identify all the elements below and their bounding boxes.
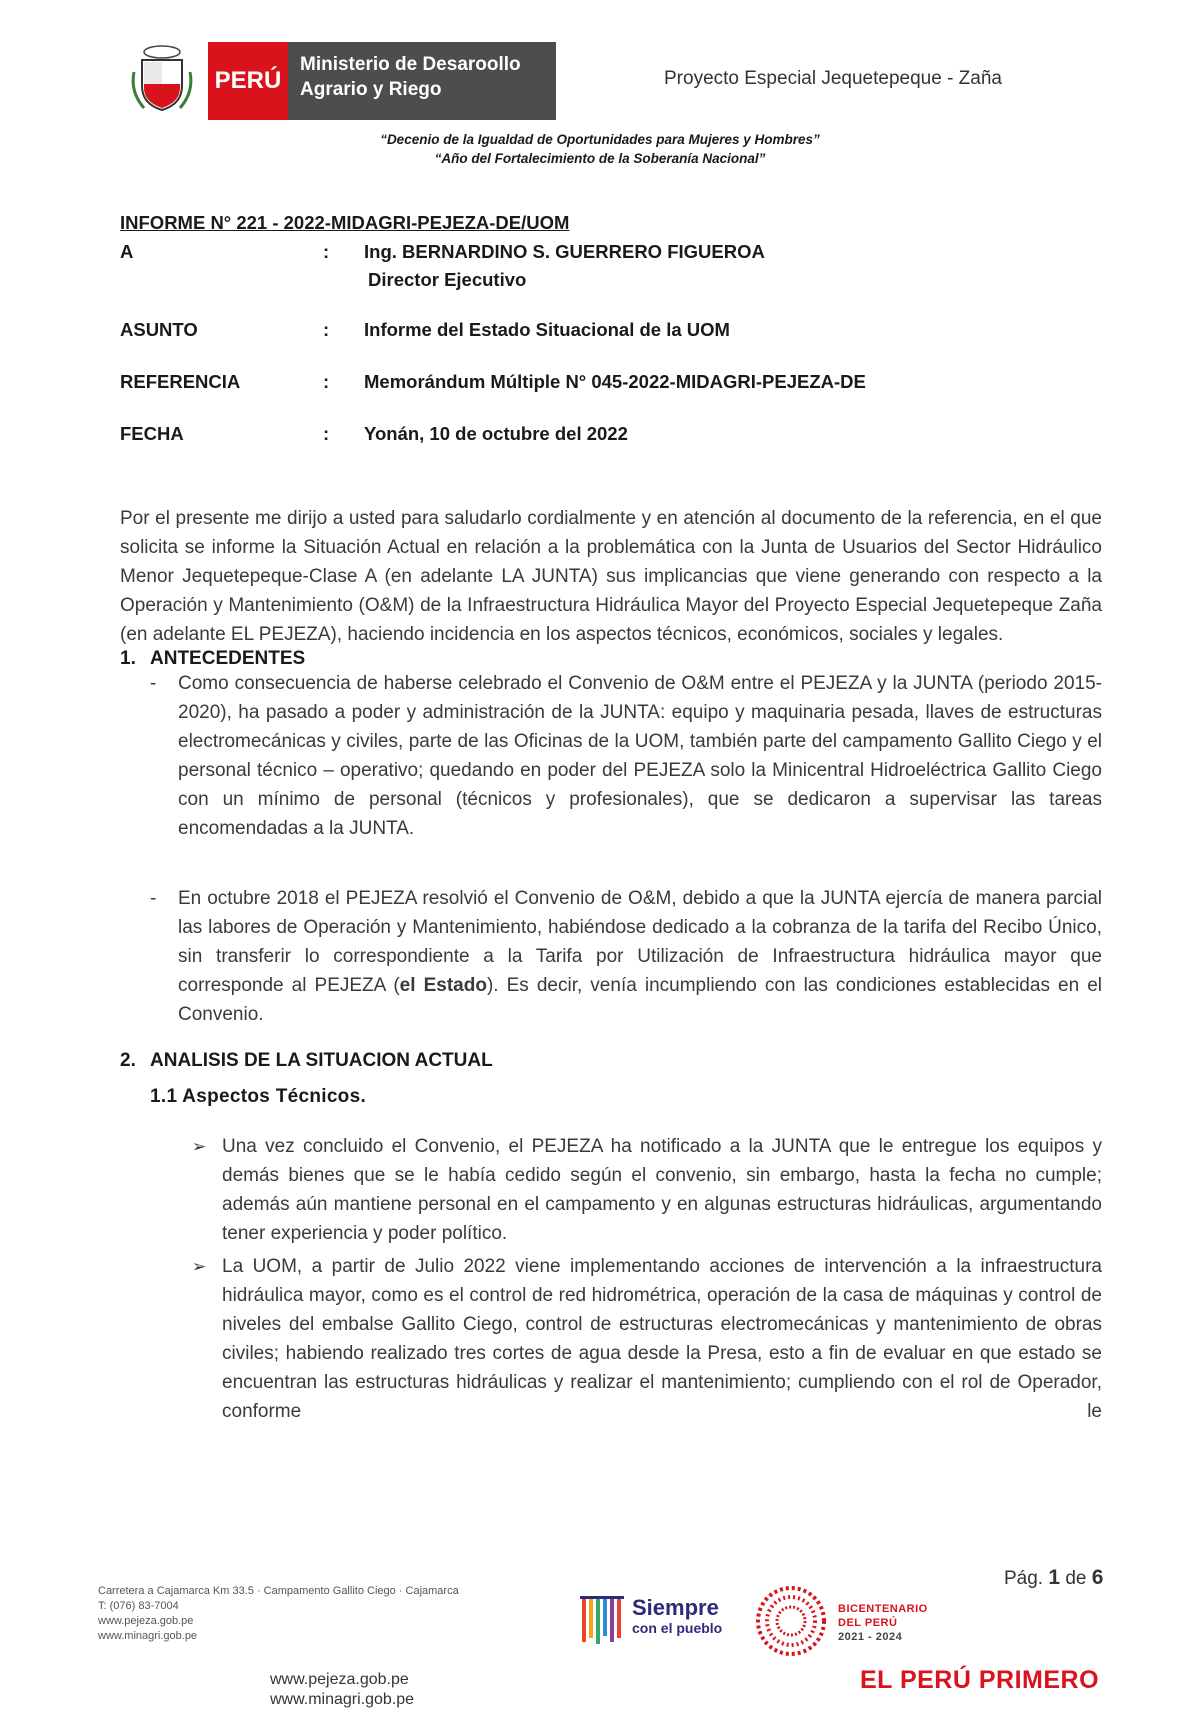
arrow-bullet-icon: ➢ [192, 1137, 207, 1156]
to-label: A [120, 241, 134, 262]
motto-year: “Año del Fortalecimiento de la Soberanía Nacional” [434, 151, 766, 166]
peru-logo [208, 42, 288, 120]
section-number: 1. [120, 648, 136, 669]
date-label: FECHA [120, 423, 184, 444]
list-item [192, 1132, 1102, 1248]
section-title: ANALISIS DE LA SITUACION ACTUAL [150, 1050, 493, 1071]
colon: : [323, 241, 330, 262]
list-item [192, 1252, 1102, 1426]
motto-decade: “Decenio de la Igualdad de Oportunidades para Mujeres y Hombres” [380, 132, 820, 147]
dash-bullet: - [150, 888, 157, 909]
section-heading-analisis [120, 1050, 1102, 1072]
section-number: 2. [120, 1050, 136, 1071]
reference-label: REFERENCIA [120, 371, 241, 392]
section-heading-antecedentes [120, 648, 1102, 670]
subject-value: Informe del Estado Situacional de la UOM [364, 319, 730, 340]
reference-value: Memorándum Múltiple N° 045-2022-MIDAGRI-PEJEZA-DE [364, 371, 866, 392]
coat-of-arms-icon [130, 44, 194, 118]
siempre-logo: Siempre con el pueblo [632, 1595, 723, 1636]
technical-bullet-1: Una vez concluido el Convenio, el PEJEZA ha notificado a la JUNTA que le entregue los equipos y demás bienes que se le había cedido según el convenio, sin embargo, hasta la fecha no cumple; además aún mantiene personal en el campamento y en algunas estructuras hidráulicas, argumentando tener experiencia y poder político. [222, 1136, 1102, 1244]
project-name: Proyecto Especial Jequetepeque - Zaña [664, 68, 1002, 89]
subsection-heading: 1.1 Aspectos Técnicos. [150, 1086, 367, 1107]
list-item [150, 884, 1102, 1029]
to-name: Ing. BERNARDINO S. GUERRERO FIGUEROA [364, 241, 765, 262]
intro-paragraph-container [120, 504, 1102, 649]
ministry-logo [288, 42, 556, 120]
colon: : [323, 423, 330, 444]
peru-label: PERÚ [214, 67, 282, 94]
colon: : [323, 319, 330, 340]
bicentenario-text: BICENTENARIO DEL PERÚ 2021 - 2024 [838, 1603, 928, 1643]
colon: : [323, 371, 330, 392]
date-value: Yonán, 10 de octubre del 2022 [364, 423, 628, 444]
to-role: Director Ejecutivo [368, 269, 527, 290]
bicentenario-logo-icon [754, 1584, 828, 1658]
section-title: ANTECEDENTES [150, 648, 306, 669]
list-item [150, 669, 1102, 843]
mottos [0, 130, 1200, 168]
arrow-bullet-icon: ➢ [192, 1257, 207, 1276]
antecedentes-bullet-2: En octubre 2018 el PEJEZA resolvió el Convenio de O&M, debido a que la JUNTA ejercía de manera parcial las labores de Operación y Mantenimiento, habiéndose dedicado a la cobranza de la tarifa del Recibo Único, sin transferir lo correspondiente a la Tarifa por Utilización de Infraestructura hidráulica mayor que corresponde al PEJEZA (el Estado). Es decir, venía incumpliendo con las condiciones establecidas en el Convenio. [178, 888, 1102, 1025]
antecedentes-bullet-1: Como consecuencia de haberse celebrado el Convenio de O&M entre el PEJEZA y la JUNTA (periodo 2015-2020), ha pasado a poder y administración de la JUNTA: equipo y maquinaria pesada, llaves de estructuras electromecánicas y civiles, parte de las Oficinas de la UOM, también parte del campamento Gallito Ciego y el personal técnico – operativo; quedando en poder del PEJEZA solo la Minicentral Hidroeléctrica Gallito Ciego con un mínimo de personal (técnicos y profesionales), que se dedicaron a supervisar las tareas encomendadas a la JUNTA. [178, 673, 1102, 839]
intro-paragraph: Por el presente me dirijo a usted para saludarlo cordialmente y en atención al documento de la referencia, en el que solicita se informe la Situación Actual en relación a la problemática con la Junta de Usuarios del Sector Hidráulico Menor Jequetepeque-Clase A (en adelante LA JUNTA) sus implicancias que viene generando con respecto a la Operación y Mantenimiento (O&M) de la Infraestructura Hidráulica Mayor del Proyecto Especial Jequetepeque Zaña (en adelante EL PEJEZA), haciendo incidencia en los aspectos técnicos, económicos, sociales y legales. [120, 508, 1102, 645]
peru-primero-logo: EL PERÚ PRIMERO [860, 1666, 1100, 1694]
subject-label: ASUNTO [120, 319, 198, 340]
siempre-logo-icon [580, 1594, 630, 1650]
ministry-line2: Agrario y Riego [300, 79, 442, 100]
technical-bullet-2: La UOM, a partir de Julio 2022 viene implementando acciones de intervención a la infraestructura hidráulica mayor, como es el control de red hidrométrica, operación de la casa de máquinas y control de niveles del embalse Gallito Ciego, control de estructuras electromecánicas y mantenimiento de obras civiles; habiendo realizado tres cortes de agua desde la Presa, esto a fin de evaluar en que estado se encuentran las estructuras hidráulicas y realizar el mantenimiento; cumpliendo con el rol de Operador, conforme le [222, 1256, 1102, 1422]
dash-bullet: - [150, 673, 157, 694]
footer-websites: www.pejeza.gob.pe www.minagri.gob.pe [270, 1671, 415, 1708]
footer-address: Carretera a Cajamarca Km 33.5 · Campamento Gallito Ciego · Cajamarca T: (076) 83-7004 www.pejeza.gob.pe www.minagri.gob.pe [98, 1585, 459, 1642]
page-number: Pág. 1 de 6 [1004, 1566, 1104, 1589]
memo-to-row [120, 238, 1102, 294]
report-number: INFORME N° 221 - 2022-MIDAGRI-PEJEZA-DE/UOM [120, 212, 570, 233]
ministry-line1: Ministerio de Desaroollo [300, 54, 521, 75]
